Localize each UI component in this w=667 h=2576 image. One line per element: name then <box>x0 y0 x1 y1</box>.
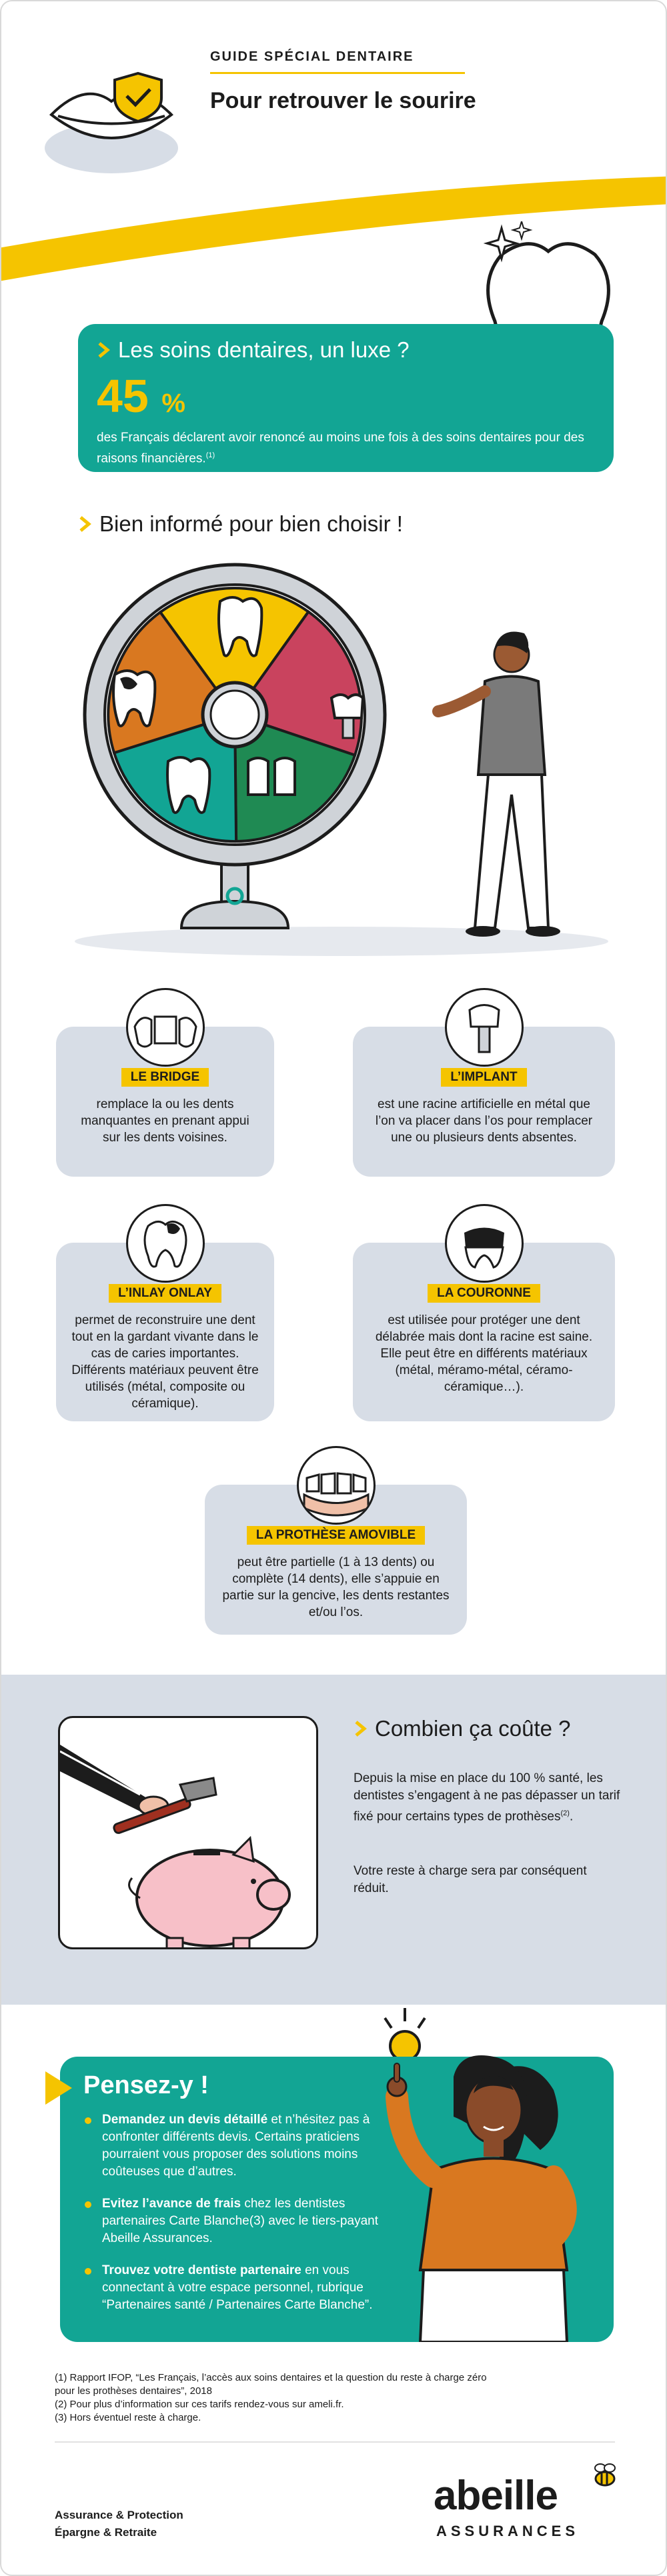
info-heading <box>78 511 403 537</box>
tip-bold: Trouvez votre dentiste partenaire <box>102 2263 301 2277</box>
tip-bold: Demandez un devis détaillé <box>102 2113 268 2127</box>
footnote-line: (3) Hors éventuel reste à charge. <box>55 2412 201 2423</box>
brand-subtitle: ASSURANCES <box>436 2523 580 2539</box>
cost-heading-text: Combien ça coûte ? <box>375 1716 571 1741</box>
luxury-percent <box>97 369 185 423</box>
treatment-description: est utilisée pour protéger une dent délabrée mais dont la racine est saine. Elle peut être en différents matériaux (métal, méramo-métal, céramo-céramique…). <box>375 1313 593 1394</box>
piggy-bank-illustration <box>58 1716 318 1949</box>
luxury-heading-text: Les soins dentaires, un luxe ? <box>118 337 410 362</box>
tip-bold: Evitez l’avance de frais <box>102 2197 241 2211</box>
treatment-label: LA COURONNE <box>428 1284 540 1303</box>
footnote-line: (2) Pour plus d’information sur ces tarifs rendez-vous sur ameli.fr. <box>55 2399 344 2410</box>
treatment-label: LA PROTHÈSE AMOVIBLE <box>247 1526 425 1545</box>
cost-ref: (2) <box>560 1809 570 1817</box>
footer-line-2: Épargne & Retraite <box>55 2526 157 2539</box>
tip-rest: chez les dentistes partenaires Carte Blanche(3) avec le tiers-payant Abeille Assurances. <box>102 2197 378 2245</box>
tips-card <box>60 2057 614 2342</box>
denture-icon <box>297 1446 376 1525</box>
treatment-card-prothese <box>205 1485 467 1635</box>
luxury-ref: (1) <box>205 451 215 459</box>
brand-logo: abeille <box>434 2473 558 2519</box>
cost-paragraph-text: Depuis la mise en place du 100 % santé, les dentistes s’engagent à ne pas dépasser un tarif fixé pour certains types de prothèses <box>354 1771 620 1824</box>
treatment-card-couronne <box>353 1243 615 1421</box>
luxury-description-text: des Français déclarent avoir renoncé au moins une fois à des soins dentaires pour des raisons financières. <box>97 431 584 466</box>
treatment-label: L’INLAY ONLAY <box>109 1284 221 1303</box>
chevron-right-icon <box>97 341 110 359</box>
tooth-icon <box>126 988 205 1067</box>
treatment-card-bridge <box>56 1027 274 1177</box>
header-rule <box>210 72 465 74</box>
header-kicker: GUIDE SPÉCIAL DENTAIRE <box>210 49 414 64</box>
luxury-heading <box>97 337 410 363</box>
chevron-tab-icon <box>45 2071 72 2105</box>
smile-shield-icon <box>38 68 185 175</box>
treatment-description: permet de reconstruire une dent tout en la gardant vivante dans le cas de caries importantes. Différents matériaux peuvent être utilisés (métal, composite ou céramique). <box>71 1313 259 1411</box>
wheel-illustration <box>68 555 615 961</box>
implant-icon <box>445 988 524 1067</box>
footer-tagline <box>55 2507 183 2541</box>
chevron-right-icon <box>354 1720 367 1737</box>
tips-heading: Pensez-y ! <box>83 2071 209 2099</box>
luxury-description <box>97 429 604 467</box>
treatment-description: peut être partielle (1 à 13 dents) ou complète (14 dents), elle s’appuie en partie sur la gencive, les dents restantes et/ou l’os. <box>222 1555 450 1619</box>
cost-paragraph <box>354 1770 620 1825</box>
luxury-percent-value: 45 <box>97 370 149 422</box>
tips-list <box>83 2111 390 2329</box>
footer-divider <box>55 2441 615 2443</box>
footnotes <box>55 2371 615 2425</box>
footer-line-1: Assurance & Protection <box>55 2509 183 2521</box>
treatment-card-implant <box>353 1027 615 1177</box>
treatment-description: est une racine artificielle en métal que l’on va placer dans l’os pour remplacer une ou plusieurs dents absentes. <box>375 1097 593 1145</box>
treatment-label: L’IMPLANT <box>441 1068 526 1087</box>
tooth-icon <box>126 1204 205 1283</box>
tip-item <box>83 2111 390 2181</box>
footnote-line: pour les prothèses dentaires”, 2018 <box>55 2385 212 2397</box>
treatment-label: LE BRIDGE <box>121 1068 209 1087</box>
luxury-percent-sign: % <box>161 389 185 418</box>
tip-item <box>83 2262 390 2314</box>
cost-paragraph-end: . <box>569 1809 574 1824</box>
cost-heading <box>354 1716 571 1741</box>
tip-rest: en vous connectant à votre espace personnel, rubrique “Partenaires santé / Partenaires Carte Blanche”. <box>102 2263 373 2312</box>
cost-paragraph-2: Votre reste à charge sera par conséquent réduit. <box>354 1864 587 1895</box>
footnote-line: (1) Rapport IFOP, “Les Français, l’accès aux soins dentaires et la question du reste à charge zéro <box>55 2372 487 2383</box>
chevron-right-icon <box>78 515 91 533</box>
crown-icon <box>445 1204 524 1283</box>
luxury-card <box>78 324 614 472</box>
info-heading-text: Bien informé pour bien choisir ! <box>99 511 403 536</box>
woman-illustration <box>374 2017 607 2342</box>
tip-rest: et n’hésitez pas à confronter différents devis. Certains praticiens pourraient vous proposer des solutions moins coûteuses que d’autres. <box>102 2113 370 2179</box>
bee-icon <box>588 2461 622 2488</box>
page-title: Pour retrouver le sourire <box>210 88 476 113</box>
tip-item <box>83 2195 390 2247</box>
treatment-description: remplace la ou les dents manquantes en prenant appui sur les dents voisines. <box>81 1097 249 1145</box>
treatment-card-inlay-onlay <box>56 1243 274 1421</box>
